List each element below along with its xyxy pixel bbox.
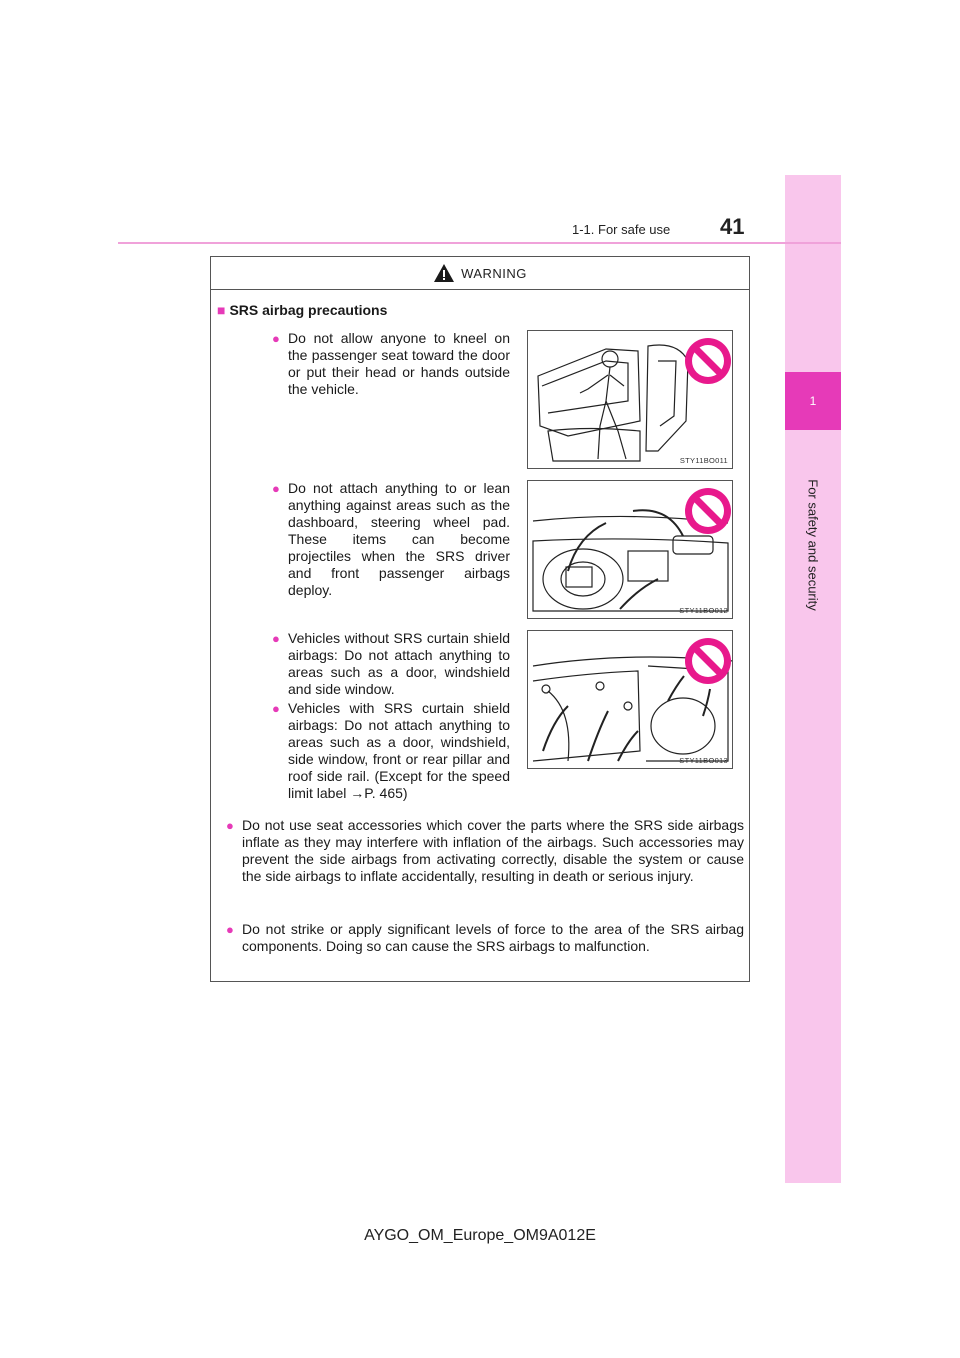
figure-code: STY11BO013 — [679, 756, 728, 765]
bullet-icon: ● — [272, 631, 280, 646]
list-item: ● Do not allow anyone to kneel on the passenger seat toward the door or put their head or hands outside the vehicle. — [272, 330, 510, 397]
prohibition-icon — [685, 338, 731, 384]
figure-dashboard — [527, 480, 733, 619]
figure-curtain-area — [527, 630, 733, 769]
list-item: ● Do not attach anything to or lean anything against areas such as the dashboard, steering wheel pad. These items can become projectiles when the SRS driver and front passenger airbags deploy. — [272, 480, 510, 598]
page-number: 41 — [720, 214, 745, 239]
bullet-icon: ● — [272, 481, 280, 496]
dashboard-illustration — [528, 481, 733, 619]
prohibition-icon — [685, 488, 731, 534]
list-item: ● Vehicles with SRS curtain shield airbags: Do not attach anything to areas such as a door, windshield, side window, front or rear pillar and roof side rail. (Except for the speed limit label →P. 465) — [272, 700, 510, 801]
figure-passenger-seat — [527, 330, 733, 469]
bullet-icon: ● — [226, 818, 234, 833]
chapter-number-tab[interactable]: 1 — [785, 372, 841, 430]
warning-icon — [433, 263, 455, 283]
bullet-icon: ● — [226, 922, 234, 937]
side-tab — [785, 175, 841, 1183]
chapter-label: For safety and security — [805, 479, 821, 611]
figure-code: STY11BO012 — [679, 606, 728, 615]
list-item: ● Vehicles without SRS curtain shield airbags: Do not attach anything to areas such as a door, windshield and side window. — [272, 630, 510, 697]
prohibition-icon — [685, 638, 731, 684]
warning-heading: WARNING — [461, 265, 527, 281]
passenger-seat-illustration — [528, 331, 733, 469]
header-rule — [118, 242, 841, 244]
curtain-area-illustration — [528, 631, 733, 769]
section-square-icon: ■ — [217, 302, 226, 318]
bullet-icon: ● — [272, 701, 280, 716]
section-title: ■ SRS airbag precautions — [217, 302, 388, 318]
warning-header — [211, 257, 749, 290]
figure-code: STY11BO011 — [679, 456, 728, 465]
list-item: ● Do not strike or apply significant levels of force to the area of the SRS airbag components. Doing so can cause the SRS airbags to malfunction. — [226, 921, 744, 954]
list-item: ● Do not use seat accessories which cover the parts where the SRS side airbags inflate as they may interfere with inflation of the airbags. Such accessories may prevent the side airbags from activating correctly, disable the system or cause the side airbags to inflate accidentally, resulting in death or serious injury. — [226, 817, 744, 884]
warning-box — [210, 256, 750, 982]
footer-doc-id: AYGO_OM_Europe_OM9A012E — [364, 1227, 596, 1244]
bullet-icon: ● — [272, 331, 280, 346]
header-section: 1-1. For safe use — [572, 222, 671, 237]
